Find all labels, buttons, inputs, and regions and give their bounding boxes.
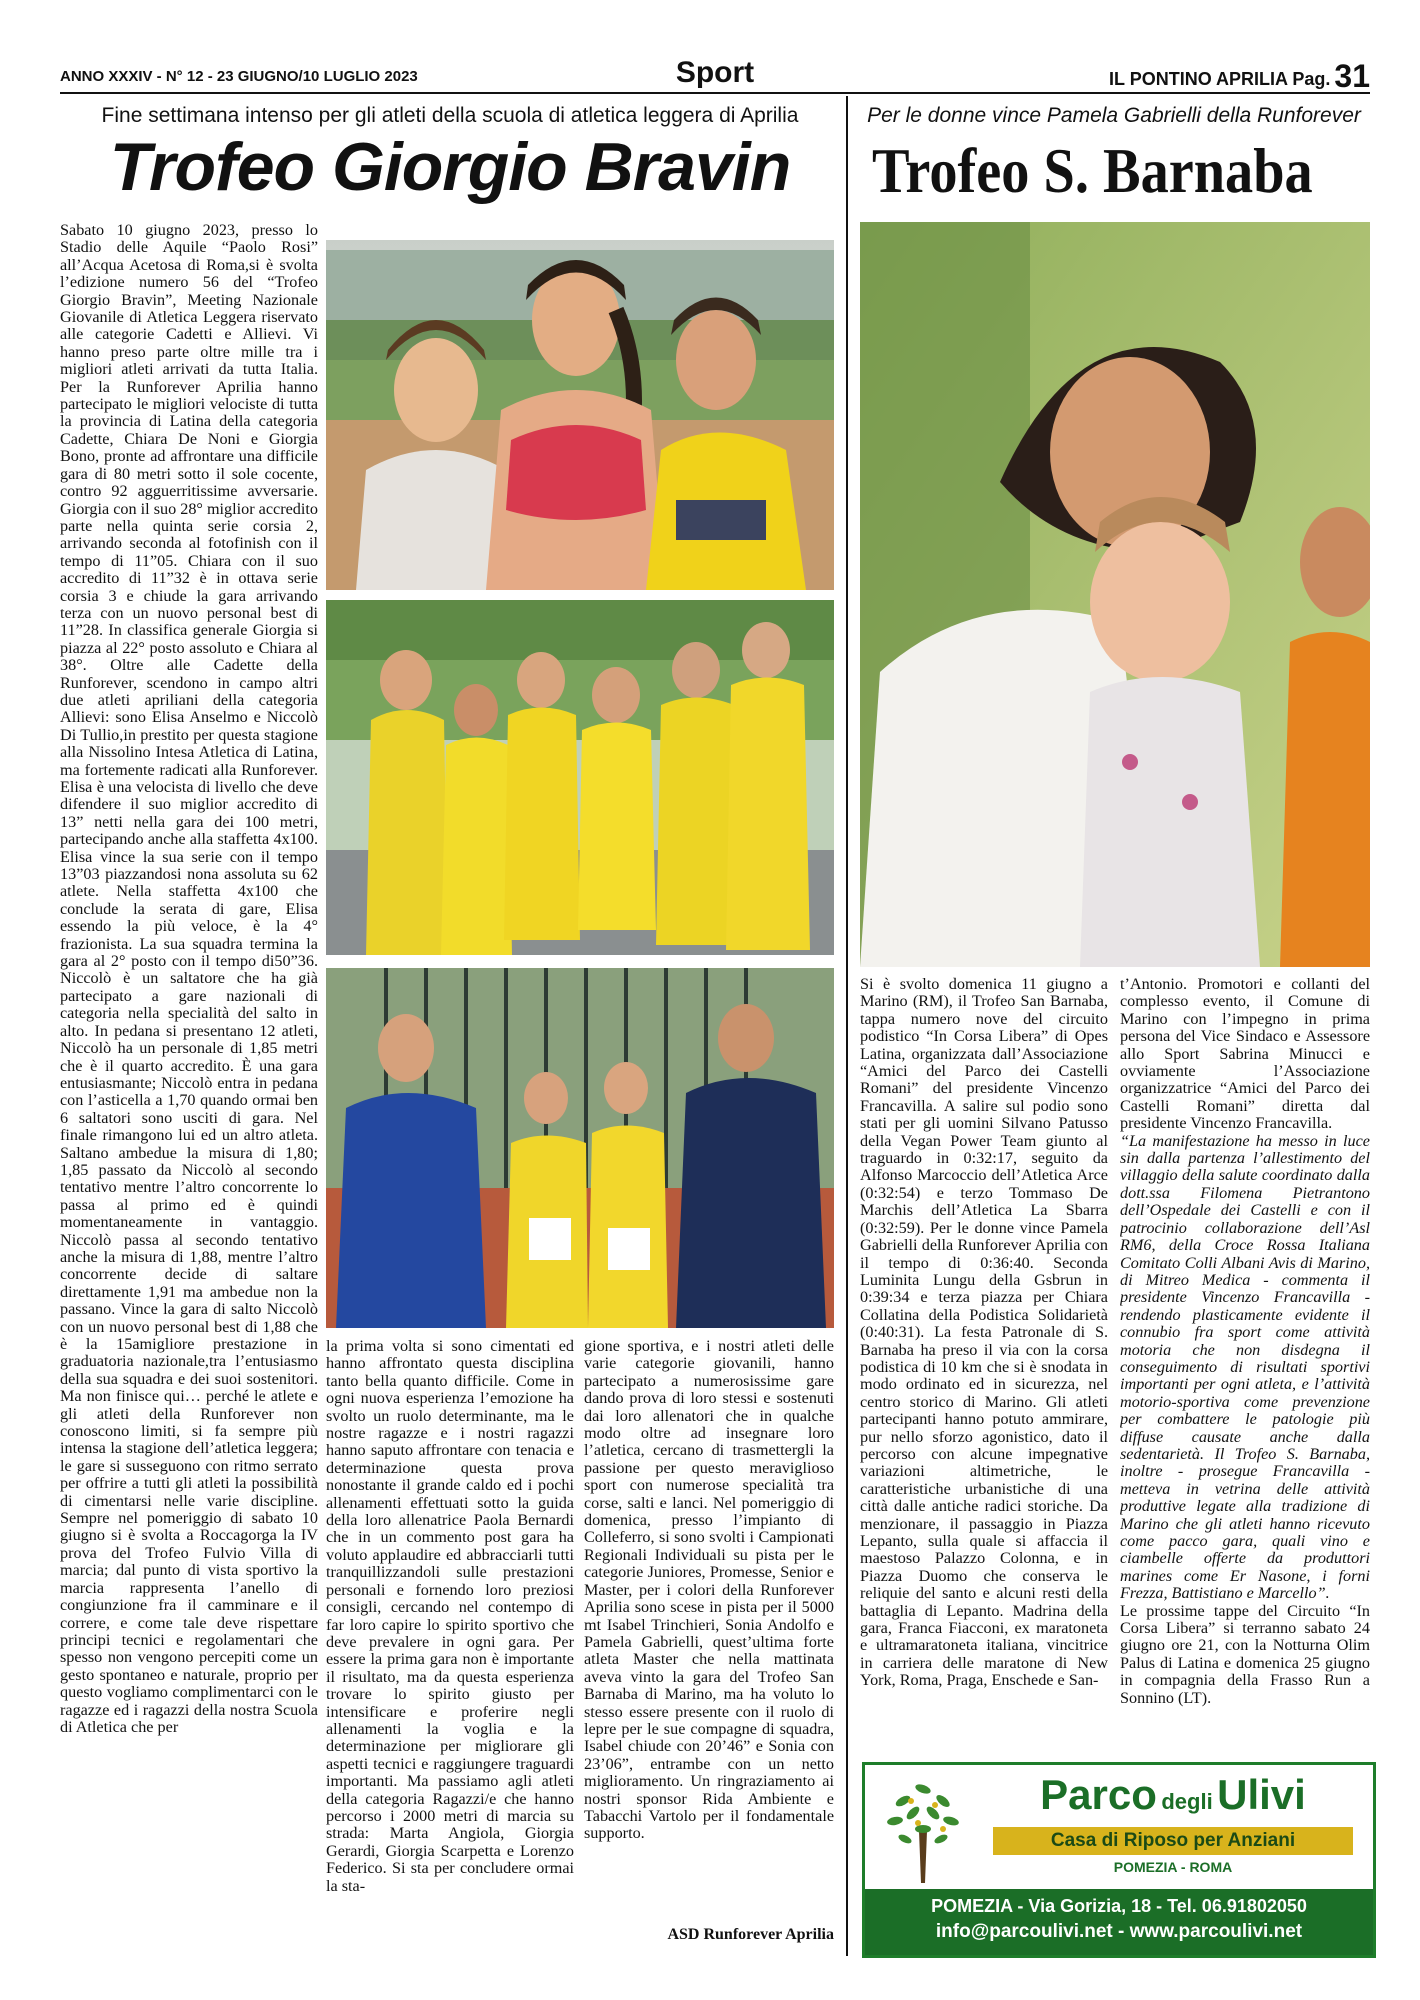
paper-page	[1109, 58, 1370, 95]
left-headline: Trofeo Giorgio Bravin	[109, 129, 791, 205]
ad-brand-main: Parco	[1040, 1771, 1157, 1818]
left-article-col-3	[584, 1338, 834, 1918]
column-divider	[846, 96, 848, 1956]
section-title: Sport	[675, 56, 755, 89]
ad-location: POMEZIA - ROMA	[1113, 1859, 1233, 1875]
photo-coaches-athletes-image	[326, 968, 834, 1328]
ad-web[interactable]: info@parcoulivi.net - www.parcoulivi.net	[935, 1921, 1303, 1942]
olive-tree-icon	[873, 1771, 973, 1883]
photo-group-yellow-image	[326, 600, 834, 955]
paragraph: Le prossime tappe del Circuito “In Corsa Libera” si terranno sabato 24 giugno ore 21, con la Notturna Olim Palus di Latina e domenica 25 giugno in compagnia della Frasso Run a Sonnino (LT).	[1120, 1601, 1370, 1707]
right-article-col-2	[1120, 976, 1370, 1776]
ad-brand-end: Ulivi	[1217, 1771, 1306, 1818]
photo-three-athletes	[326, 240, 834, 590]
photo-group-yellow	[326, 600, 834, 955]
left-signature: ASD Runforever Aprilia	[667, 1926, 834, 1943]
right-headline: Trofeo S. Barnaba	[872, 135, 1313, 206]
paragraph: Si è svolto domenica 11 giugno a Marino (RM), il Trofeo San Barnaba, tappa numero nove del circuito podistico “In Corsa Libera” di Opes Latina, organizzata dall’Associazione “Amici del Parco dei Castelli Romani” del presidente Vincenzo Francavilla. A salire sul podio sono stati per gli uomini Silvano Patusso della Vegan Power Team giunto al traguardo in 0:32:17, seguito da Alfonso Marcoccio dell’Atletica Arce (0:32:54) e terzo Tommaso De Marchis dell’Atletica La Sbarra (0:32:59). Per le donne vince Pamela Gabrielli della Runforever Aprilia con il tempo di 0:36:40. Seconda Luminita Lungu della Gsbrun in 0:39:34 e terza piazza per Chiara Collatina della Podistica Solidarietà (0:40:31). La festa Patronale di S. Barnaba ha preso il via con la corsa podistica di 10 km che si è snodata in modo ordinato ed in sicurezza, nel centro storico di Marino. Gli atleti partecipanti hanno potuto ammirare, pur nello sforzo agonistico, dato il percorso con alcune impegnative variazioni altimetriche, le caratteristiche urbanistiche di una città dalle antiche radici storiche. Da menzionare, il passaggio in Piazza Lepanto, sulla quale si affaccia il maestoso Palazzo Colonna, e in Piazza Duomo che conserva le reliquie del santo e alcuni resti della battaglia di Lepanto. Madrina della gara, Franca Fiacconi, ex maratoneta e ultramaratoneta italiana, vincitrice in carriera delle maratone di New York, Roma, Praga, Enschede e San-	[860, 976, 1108, 1690]
ad-address: POMEZIA - Via Gorizia, 18 - Tel. 06.91802050	[931, 1896, 1307, 1916]
paragraph: t’Antonio. Promotori e collanti del complesso evento, il Comune di Marino con l’impegno in prima persona del Vice Sindaco e Assessore allo Sport Sabrina Minucci e ovviamente l’Associazione organizzatrice “Amici del Parco dei Castelli Romani” diretta dal presidente Vincenzo Francavilla.	[1120, 976, 1370, 1133]
page-number: 31	[1334, 58, 1370, 94]
ad-subtitle: Casa di Riposo per Anziani	[993, 1827, 1353, 1855]
ad-contact-bar	[865, 1889, 1373, 1955]
quote-text: “La manifestazione ha messo in luce sin dalla partenza l’allestimento del villaggio della salute coordinato dalla dott.ssa Filomena Pietrantono dell’Ospedale dei Castelli e con il patrocinio collaborazione dell’Asl RM6, della Croce Rossa Italiana Comitato Colli Albani Avis di Marino, di Mitreo Medica - commenta il presidente Vincenzo Francavilla - rendendo plasticamente evidente il connubio fra sport come attività motoria che non disdegna il conseguimento di risultati sportivi importanti per ogni atleta, e l’attività motorio-sportiva come prevenzione per combattere le patologie più diffuse causate anche dalla sedentarietà. Il Trofeo S. Barnaba, inoltre - prosegue Francavilla - metteva in vetrina delle attività produttive legate alla tradizione di Marino che gli atleti hanno ricevuto come pacco gara, quali vino e ciambelle offerte da produttori marines come Er Nasone, i forni Frezza, Battistiano e Marcello”.	[1120, 1131, 1370, 1603]
quote-paragraph	[1120, 1133, 1370, 1603]
photo-mother-child	[860, 222, 1370, 967]
advertisement-parco-ulivi[interactable]	[862, 1762, 1376, 1958]
paragraph: Sabato 10 giugno 2023, presso lo Stadio delle Aquile “Paolo Rosi” all’Acqua Acetosa di Roma,si è svolta l’edizione numero 56 del “Trofeo Giorgio Bravin”, Meeting Nazionale Giovanile di Atletica Leggera riservato alle categorie Cadetti e Allievi. Vi hanno preso parte oltre mille tra i migliori atleti arrivati da tutta Italia. Per la Runforever Aprilia hanno partecipato le migliori velociste di tutta la provincia di Latina della categoria Cadette, Chiara De Noni e Giorgia Bono, pronte ad affrontare una difficile gara di 80 metri sotto il sole cocente, contro 92 agguerritissime avversarie. Giorgia con il suo 28° miglior accredito parte nella quinta serie corsia 2, arrivando seconda al fotofinish con il tempo di 11”05. Chiara con il suo accredito di 11”32 è in ottava serie corsia 3 e chiude la gara arrivando terza con un nuovo personal best di 11”28. In classifica generale Giorgia si piazza al 22° posto assoluto e Chiara al 38°. Oltre alle Cadette della Runforever, scendono in campo altri due atleti apriliani della categoria Allievi: sono Elisa Anselmo e Niccolò Di Tullio,in prestito per questa stagione alla Nissolino Intesa Atletica di Latina, ma fortemente radicati alla Runforever. Elisa è una velocista di livello che deve difendere il suo miglior accredito di 13” netti nella gara dei 100 metri, partecipando anche alla staffetta 4x100. Elisa vince la sua serie con il tempo 13”03 piazzandosi nona assoluta su 62 atlete. Nella staffetta 4x100 che conclude la serata di gare, Elisa essendo la più veloce, è la 4° frazionista. La sua squadra termina la gara al 2° posto con il tempo di50”36. Niccolò è un saltatore che ha già partecipato a gare nazionali di categoria nella specialità del salto in alto. In pedana si presentano 12 atleti, Niccolò ha un personale di 1,85 metri che è il quarto accredito. È una gara entusiasmante; Niccolò entra in pedana con l’asticella a 1,70 quando ormai ben 6 saltatori sono usciti di gara. Nel finale rimangono lui ed un altro atleta. Saltano ambedue la misura di 1,80; 1,85 passato da Niccolò al secondo tentativo mentre l’altro concorrente lo passa al primo ed è quindi momentaneamente in vantaggio. Niccolò passa al secondo tentativo anche la misura di 1,88, mentre l’altro concorrente decide di saltare direttamente 1,91 ma ambedue non la passano. Vince la gara di salto Niccolò con un nuovo personal best di 1,88 che è la 15amigliore prestazione in graduatoria nazionale,tra l’entusiasmo della sua squadra e dei suoi sostenitori. Ma non finisce qui… perché le atlete e gli atleti della Runforever non conoscono limiti, si fa sempre più intensa la stagione dell’atletica leggera; le gare si susseguono con ritmo serrato per offrire a tutti gli atleti la possibilità di cimentarsi nelle varie discipline. Sempre nel pomeriggio di sabato 10 giugno si è svolta a Roccagorga la IV prova del Trofeo Fulvio Villa di marcia; dal punto di vista sportivo la marcia rappresenta l’anello di congiunzione fra il camminare e il correre, e come tale deve rispettare principi tecnici e regolamentari che spesso non vengono percepiti come un gesto spontaneo e naturale, proprio per questo vogliamo complimentarci con le ragazze ed i ragazzi della nostra Scuola di Atletica che per	[60, 222, 318, 1736]
photo-three-athletes-image	[326, 240, 834, 590]
photo-mother-child-image	[860, 222, 1370, 967]
ad-brand	[983, 1771, 1363, 1819]
left-article-col-2	[326, 1338, 574, 1946]
page-header	[60, 56, 1370, 94]
right-kicker: Per le donne vince Pamela Gabrielli della Runforever	[867, 104, 1361, 127]
paragraph: la prima volta si sono cimentati ed hanno affrontato questa disciplina tanto bella quanto difficile. Come in ogni nuova esperienza l’emozione ha svolto un ruolo determinante, ma le nostre ragazze e i nostri ragazzi hanno saputo affrontare con tenacia e determinazione questa prova nonostante il grande caldo ed i pochi allenamenti effettuati sotto la guida della loro allenatrice Paola Bernardi che in un commento post gara ha voluto applaudire ed abbracciarli tutti tranquillizzandoli sulle prestazioni personali e fornendo loro preziosi consigli, cercando nel contempo di far loro capire lo spirito sportivo che deve prevalere in ogni gara. Per essere la prima gara non è importante il risultato, ma da questa esperienza trovare lo spirito giusto per intensificare e proferire negli allenamenti la voglia e la determinazione per migliorare gli aspetti tecnici e raggiungere traguardi importanti. Ma passiamo agli atleti della categoria Ragazzi/e che hanno percorso i 2000 metri di marcia su strada: Marta Angiola, Giorgia Gerardi, Giorgia Scarpetta e Lorenzo Federico. Si sta per concludere ormai la sta-	[326, 1338, 574, 1895]
ad-brand-small: degli	[1161, 1789, 1213, 1814]
paper-name: IL PONTINO APRILIA Pag.	[1109, 69, 1331, 89]
issue-info: ANNO XXXIV - N° 12 - 23 GIUGNO/10 LUGLIO 2023	[60, 68, 418, 85]
photo-coaches-athletes	[326, 968, 834, 1328]
left-kicker: Fine settimana intenso per gli atleti della scuola di atletica leggera di Aprilia	[101, 104, 799, 127]
paragraph: gione sportiva, e i nostri atleti delle varie categorie giovanili, hanno partecipato a numerosissime gare dando prova di loro stessi e sostenuti dai loro allenatori che in qualche modo oltre ad insegnare loro l’atletica, cercano di trasmettergli la passione per questo meraviglioso sport con numerose specialità tra corse, salti e lanci. Nel pomeriggio di domenica, presso l’impianto di Colleferro, si sono svolti i Campionati Regionali Individuali su pista per le categorie Juniores, Promesse, Senior e Master, per i colori della Runforever Aprilia sono scese in pista per il 5000 mt Isabel Trinchieri, Sonia Andolfo e Pamela Gabrielli, quest’ultima forte atleta Master che nella mattinata aveva vinto la gara del Trofeo San Barnaba di Marino, ma ha voluto lo stesso essere presente con il ruolo di lepre per le sue compagne di squadra, Isabel chiude con 20’46” e Sonia con 23’06”, entrambe con un netto miglioramento. Un ringraziamento ai nostri sponsor Rida Ambiente e Tabacchi Vartolo per il fondamentale supporto.	[584, 1338, 834, 1843]
left-article-col-1	[60, 222, 318, 1950]
